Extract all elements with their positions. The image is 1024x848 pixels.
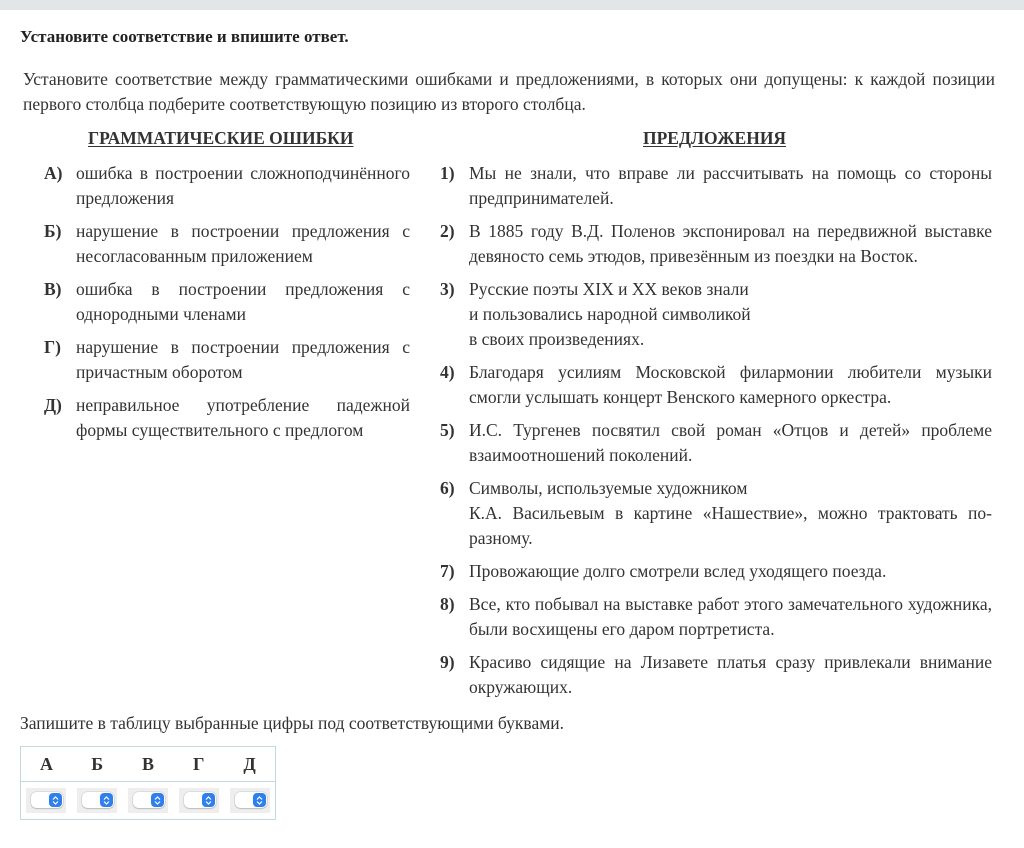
sentence-marker: 7) (440, 561, 455, 581)
sentence-marker: 5) (440, 420, 455, 440)
answer-select-g[interactable] (184, 792, 216, 808)
error-marker: Д) (44, 395, 62, 415)
answer-cell (72, 782, 123, 820)
answer-select-v[interactable] (133, 792, 165, 808)
error-text: ошибка в построении сложноподчинённого предложения (76, 163, 410, 208)
select-cell-background (230, 788, 270, 813)
sentence-item (440, 650, 992, 700)
error-text: ошибка в построении предложения с однородными членами (76, 279, 410, 324)
answer-select-a[interactable] (31, 792, 63, 808)
select-cell-background (26, 788, 66, 813)
up-down-chevron-icon (202, 793, 215, 807)
sentence-item (440, 592, 992, 642)
sentence-text: Мы не знали, что вправе ли рассчитывать на помощь со стороны предпринимателей. (469, 163, 992, 208)
select-cell-background (128, 788, 168, 813)
sentence-text: Благодаря усилиям Московской филармонии любители музыки смогли услышать концерт Венского камерного оркестра. (469, 362, 992, 407)
error-marker: В) (44, 279, 62, 299)
answer-cell (224, 782, 275, 820)
sentence-line: в своих произведениях. (469, 329, 645, 349)
sentence-text: В 1885 году В.Д. Поленов экспонировал на передвижной выставке девяносто семь этюдов, привезённым из поездки на Восток. (469, 221, 992, 266)
sentence-item (440, 219, 992, 269)
sentence-item (440, 476, 992, 551)
letter-header: Б (91, 753, 104, 774)
sentence-marker: 1) (440, 163, 455, 183)
sentence-text: Красиво сидящие на Лизавете платья сразу привлекали внимание окружающих. (469, 652, 992, 697)
error-marker: А) (44, 163, 63, 183)
answer-select-row (21, 782, 276, 820)
error-marker: Г) (44, 337, 61, 357)
letter-header: Д (243, 753, 256, 774)
error-item (44, 161, 410, 211)
task-title: Установите соответствие и впишите ответ. (20, 27, 349, 46)
sentence-line: и пользовались народной символикой (469, 304, 751, 324)
error-marker: Б) (44, 221, 62, 241)
error-item (44, 393, 410, 443)
letter-header: А (39, 753, 53, 774)
sentence-text: Провожающие долго смотрели вслед уходящего поезда. (469, 561, 887, 581)
error-text: нарушение в построении предложения с несогласованным приложением (76, 221, 410, 266)
sentence-marker: 8) (440, 594, 455, 614)
error-text: нарушение в построении предложения с причастным оборотом (76, 337, 410, 382)
sentence-item (440, 418, 992, 468)
error-text: неправильное употребление падежной формы существительного с предлогом (76, 395, 410, 440)
up-down-chevron-icon (100, 793, 113, 807)
errors-column-header: ГРАММАТИЧЕСКИЕ ОШИБКИ (88, 128, 354, 148)
error-item (44, 277, 410, 327)
sentence-item (440, 161, 992, 211)
sentence-item (440, 277, 992, 352)
sentence-line: К.А. Васильевым в картине «Нашествие», можно трактовать по-разному. (469, 503, 992, 548)
answer-instruction: Запишите в таблицу выбранные цифры под соответствующими буквами. (20, 713, 565, 733)
answer-table-header-row (21, 747, 276, 782)
answer-table (20, 746, 276, 820)
answer-select-d[interactable] (235, 792, 267, 808)
sentence-marker: 2) (440, 221, 455, 241)
sentence-text: Все, кто побывал на выставке работ этого замечательного художника, были восхищены его даром портретиста. (469, 594, 992, 639)
error-item (44, 335, 410, 385)
sentence-text: И.С. Тургенев посвятил свой роман «Отцов и детей» проблеме взаимоотношений поколений. (469, 420, 992, 465)
sentence-marker: 6) (440, 478, 455, 498)
sentence-marker: 4) (440, 362, 455, 382)
sentence-item (440, 360, 992, 410)
sentence-item (440, 559, 992, 584)
sentence-line: Русские поэты XIX и XX веков знали (469, 279, 749, 299)
sentence-marker: 9) (440, 652, 455, 672)
sentence-marker: 3) (440, 279, 455, 299)
sentence-text (469, 476, 992, 551)
sentence-text (469, 277, 992, 352)
sentences-column-header: ПРЕДЛОЖЕНИЯ (643, 128, 787, 148)
answer-cell (173, 782, 224, 820)
up-down-chevron-icon (49, 793, 62, 807)
task-instructions: Установите соответствие между грамматическими ошибками и предложениями, в которых они допущены: к каждой позиции первого столбца подберите соответствующую позицию из второго столбца. (23, 69, 995, 114)
answer-cell (123, 782, 174, 820)
up-down-chevron-icon (253, 793, 266, 807)
answer-select-b[interactable] (82, 792, 114, 808)
sentences-list (440, 161, 992, 708)
error-item (44, 219, 410, 269)
top-bar (0, 0, 1024, 10)
select-cell-background (179, 788, 219, 813)
answer-cell (21, 782, 72, 820)
up-down-chevron-icon (151, 793, 164, 807)
errors-list (44, 161, 410, 451)
sentence-line: Символы, используемые художником (469, 478, 748, 498)
letter-header: В (141, 753, 154, 774)
letter-header: Г (192, 753, 205, 774)
select-cell-background (77, 788, 117, 813)
